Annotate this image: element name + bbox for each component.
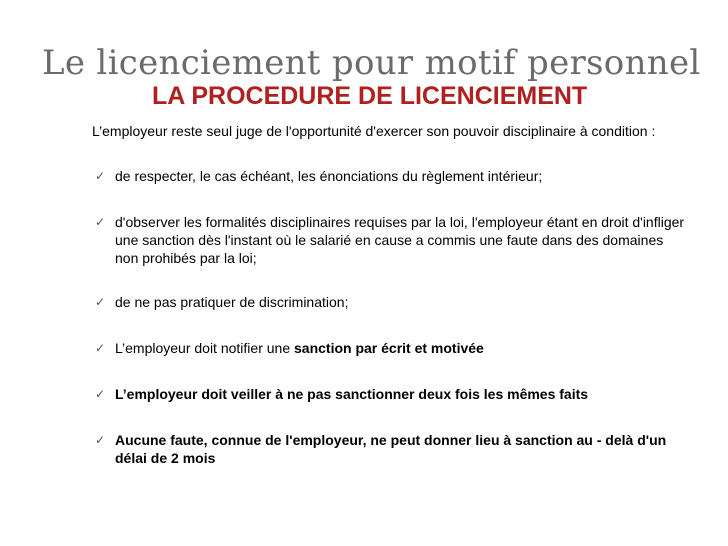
bullet-text: d'observer les formalités disciplinaires requises par la loi, l'employeur étant en droit d'infliger une sanction dès l'instant où le salarié en cause a commis une faute dans des domaines non prohibés par la loi; [115,214,685,266]
bullet-text [115,431,685,467]
bullet-text: de respecter, le cas échéant, les énonciations du règlement intérieur; [115,168,543,184]
bullet-item [95,385,685,403]
bullet-text-plain: L’employeur doit notifier une [115,340,294,356]
checkmark-icon: ✓ [95,215,106,229]
bullet-item [95,167,685,185]
checkmark-icon: ✓ [95,433,106,447]
bullet-text [115,385,685,403]
bullet-text-bold: L’employeur doit veiller à ne pas sanctionner deux fois les mêmes faits [115,386,589,402]
checkmark-icon: ✓ [95,341,106,355]
bullet-item [95,431,685,467]
slide-subtitle: LA PROCEDURE DE LICENCIEMENT [152,82,588,110]
bullet-item [95,213,685,267]
checkmark-icon: ✓ [95,295,106,309]
checkmark-icon: ✓ [95,387,106,401]
bullet-text [115,339,685,357]
bullet-text: de ne pas pratiquer de discrimination; [115,294,349,310]
slide-title: Le licenciement pour motif personnel [42,43,701,83]
bullet-item [95,339,685,357]
checkmark-icon: ✓ [95,169,106,183]
bullet-text-bold: Aucune faute, connue de l'employeur, ne peut donner lieu à sanction au - delà d'un délai de 2 mois [115,432,667,466]
bullet-item [95,293,685,311]
intro-text: L’employeur reste seul juge de l'opportunité d'exercer son pouvoir disciplinaire à condition : [92,123,656,139]
bullet-text-bold: sanction par écrit et motivée [294,340,484,356]
